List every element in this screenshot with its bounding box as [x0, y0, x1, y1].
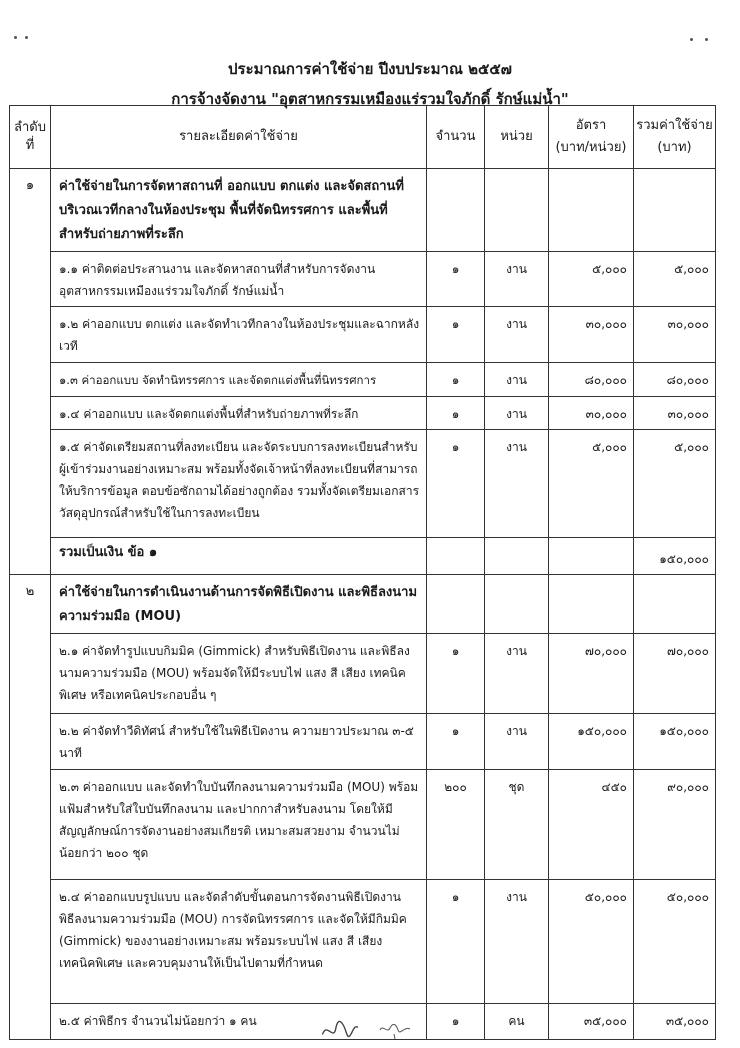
- sum-total: ๑๕๐,๐๐๐: [634, 538, 716, 575]
- table-row: [10, 397, 716, 430]
- item-rate: ๕,๐๐๐: [549, 430, 634, 538]
- initials-mark: [378, 1020, 412, 1040]
- table-row: [10, 307, 716, 363]
- table-row: [10, 770, 716, 880]
- section-heading-row: [10, 169, 716, 252]
- item-qty: ๑: [427, 634, 485, 714]
- section-number: ๒: [10, 575, 51, 1040]
- header-total: รวมค่าใช้จ่าย (บาท): [634, 106, 716, 169]
- item-detail: ๑.๔ ค่าออกแบบ และจัดตกแต่งพื้นที่สำหรับถ่ายภาพที่ระลึก: [51, 397, 427, 430]
- item-total: ๓๐,๐๐๐: [634, 397, 716, 430]
- signature-mark: [319, 1015, 362, 1044]
- item-rate: ๔๕๐: [549, 770, 634, 880]
- table-row: [10, 252, 716, 307]
- item-detail: ๒.๔ ค่าออกแบบรูปแบบ และจัดลำดับขั้นตอนการจัดงานพิธีเปิดงาน พิธีลงนามความร่วมมือ (MOU) การจัดนิทรรศการ และจัดให้มีกิมมิค (Gimmick) ของงานอย่างเหมาะสม พร้อมระบบไฟ แสง สี เสียง เทคนิคพิเศษ และควบคุมงานให้เป็นไปตามที่กำหนด: [51, 880, 427, 1004]
- item-qty: ๑: [427, 363, 485, 397]
- item-detail: ๒.๓ ค่าออกแบบ และจัดทำใบบันทึกลงนามความร่วมมือ (MOU) พร้อมแฟ้มสำหรับใส่ใบบันทึกลงนาม และปากกาสำหรับลงนาม โดยให้มีสัญญลักษณ์การจัดงานอย่างสมเกียรติ เหมาะสมสวยงาม จำนวนไม่น้อยกว่า ๒๐๐ ชุด: [51, 770, 427, 880]
- section-number: ๑: [10, 169, 51, 575]
- item-unit: งาน: [485, 363, 549, 397]
- item-unit: งาน: [485, 430, 549, 538]
- item-unit: งาน: [485, 634, 549, 714]
- item-qty: ๑: [427, 880, 485, 1004]
- item-total: ๘๐,๐๐๐: [634, 363, 716, 397]
- item-detail: ๒.๑ ค่าจัดทำรูปแบบกิมมิค (Gimmick) สำหรับพิธีเปิดงาน และพิธีลงนามความร่วมมือ (MOU) พร้อมจัดให้มีระบบไฟ แสง สี เสียง เทคนิคพิเศษ หรือเทคนิคประกอบอื่น ๆ: [51, 634, 427, 714]
- expense-table: [9, 105, 716, 1040]
- item-unit: ชุด: [485, 770, 549, 880]
- item-total: ๕,๐๐๐: [634, 252, 716, 307]
- item-qty: ๑: [427, 397, 485, 430]
- item-total: ๕,๐๐๐: [634, 430, 716, 538]
- item-rate: ๘๐,๐๐๐: [549, 363, 634, 397]
- item-total: ๓๐,๐๐๐: [634, 307, 716, 363]
- header-qty: จำนวน: [427, 106, 485, 169]
- item-rate: ๗๐,๐๐๐: [549, 634, 634, 714]
- item-unit: งาน: [485, 880, 549, 1004]
- item-rate: ๕๐,๐๐๐: [549, 880, 634, 1004]
- item-rate: ๓๐,๐๐๐: [549, 397, 634, 430]
- item-rate: ๓๕,๐๐๐: [549, 1004, 634, 1040]
- item-rate: ๑๕๐,๐๐๐: [549, 714, 634, 770]
- header-rate: อัตรา (บาท/หน่วย): [549, 106, 634, 169]
- item-qty: ๑: [427, 714, 485, 770]
- item-unit: งาน: [485, 397, 549, 430]
- table-row: [10, 714, 716, 770]
- item-total: ๕๐,๐๐๐: [634, 880, 716, 1004]
- item-unit: งาน: [485, 714, 549, 770]
- item-detail: ๑.๕ ค่าจัดเตรียมสถานที่ลงทะเบียน และจัดระบบการลงทะเบียนสำหรับผู้เข้าร่วมงานอย่างเหมาะสม พร้อมทั้งจัดเจ้าหน้าที่ลงทะเบียนที่สามารถให้บริการข้อมูล ตอบข้อซักถามได้อย่างถูกต้อง รวมทั้งจัดเตรียมเอกสาร วัสดุอุปกรณ์สำหรับใช้ในการลงทะเบียน: [51, 430, 427, 538]
- table-row: [10, 634, 716, 714]
- item-total: ๙๐,๐๐๐: [634, 770, 716, 880]
- table-row: [10, 1004, 716, 1040]
- item-detail: ๑.๑ ค่าติดต่อประสานงาน และจัดหาสถานที่สำหรับการจัดงานอุตสาหกรรมเหมืองแร่รวมใจภักดิ์ รักษ์แม่น้ำ: [51, 252, 427, 307]
- item-qty: ๒๐๐: [427, 770, 485, 880]
- header-row: [10, 106, 716, 169]
- table-row: [10, 880, 716, 1004]
- item-detail: ๒.๕ ค่าพิธีกร จำนวนไม่น้อยกว่า ๑ คน: [51, 1004, 427, 1040]
- item-total: ๑๕๐,๐๐๐: [634, 714, 716, 770]
- item-qty: ๑: [427, 252, 485, 307]
- item-qty: ๑: [427, 1004, 485, 1040]
- header-no: ลำดับที่: [10, 106, 51, 169]
- item-detail: ๒.๒ ค่าจัดทำวีดิทัศน์ สำหรับใช้ในพิธีเปิดงาน ความยาวประมาณ ๓-๕ นาที: [51, 714, 427, 770]
- item-total: ๓๕,๐๐๐: [634, 1004, 716, 1040]
- table-row: [10, 430, 716, 538]
- item-qty: ๑: [427, 307, 485, 363]
- table-row: [10, 363, 716, 397]
- sum-row: [10, 538, 716, 575]
- document-subtitle: การจ้างจัดงาน "อุตสาหกรรมเหมืองแร่รวมใจภักดิ์ รักษ์แม่น้ำ": [171, 90, 569, 108]
- header-detail: รายละเอียดค่าใช้จ่าย: [51, 106, 427, 169]
- item-rate: ๕,๐๐๐: [549, 252, 634, 307]
- sum-label: รวมเป็นเงิน ข้อ ๑: [51, 538, 427, 575]
- item-unit: งาน: [485, 307, 549, 363]
- section-heading: ค่าใช้จ่ายในการดำเนินงานด้านการจัดพิธีเปิดงาน และพิธีลงนามความร่วมมือ (MOU): [51, 575, 427, 634]
- item-unit: งาน: [485, 252, 549, 307]
- section-heading-row: [10, 575, 716, 634]
- item-detail: ๑.๓ ค่าออกแบบ จัดทำนิทรรศการ และจัดตกแต่งพื้นที่นิทรรศการ: [51, 363, 427, 397]
- item-detail: ๑.๒ ค่าออกแบบ ตกแต่ง และจัดทำเวทีกลางในห้องประชุมและฉากหลังเวที: [51, 307, 427, 363]
- document-title: ประมาณการค่าใช้จ่าย ปีงบประมาณ ๒๕๕๗: [228, 60, 512, 78]
- item-unit: คน: [485, 1004, 549, 1040]
- item-rate: ๓๐,๐๐๐: [549, 307, 634, 363]
- item-qty: ๑: [427, 430, 485, 538]
- section-heading: ค่าใช้จ่ายในการจัดหาสถานที่ ออกแบบ ตกแต่ง และจัดสถานที่บริเวณเวทีกลางในห้องประชุม พื้นที่จัดนิทรรศการ และพื้นที่สำหรับถ่ายภาพที่ระลึก: [51, 169, 427, 252]
- header-unit: หน่วย: [485, 106, 549, 169]
- item-total: ๗๐,๐๐๐: [634, 634, 716, 714]
